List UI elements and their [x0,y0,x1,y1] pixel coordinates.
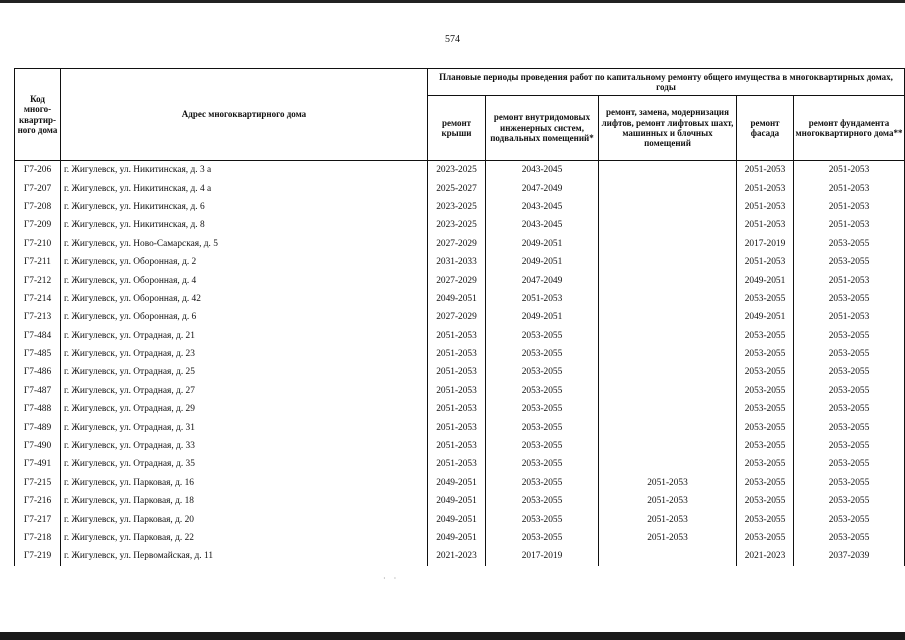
cell-address: г. Жигулевск, ул. Парковая, д. 16 [61,474,428,492]
table-row [15,308,905,326]
cell-facade: 2053-2055 [737,529,794,547]
cell-foundation: 2053-2055 [794,455,905,473]
cell-engineering-systems: 2053-2055 [486,510,599,528]
cell-lifts: 2051-2053 [599,529,737,547]
cell-roof: 2051-2053 [428,455,486,473]
table-row [15,290,905,308]
cell-code: Г7-486 [15,363,61,381]
cell-facade: 2051-2053 [737,179,794,197]
page-number: 574 [445,34,460,45]
cell-roof: 2051-2053 [428,327,486,345]
cell-code: Г7-209 [15,216,61,234]
cell-code: Г7-491 [15,455,61,473]
cell-code: Г7-207 [15,179,61,197]
cell-engineering-systems: 2043-2045 [486,216,599,234]
cell-code: Г7-488 [15,400,61,418]
cell-code: Г7-484 [15,327,61,345]
table-header [15,69,905,161]
table-row [15,253,905,271]
cell-roof: 2023-2025 [428,198,486,216]
cell-lifts [599,437,737,455]
cell-facade: 2053-2055 [737,418,794,436]
cell-engineering-systems: 2017-2019 [486,547,599,565]
cell-foundation: 2051-2053 [794,271,905,289]
cell-lifts [599,290,737,308]
cell-engineering-systems: 2053-2055 [486,437,599,455]
cell-address: г. Жигулевск, ул. Отрадная, д. 21 [61,327,428,345]
table-row [15,363,905,381]
cell-roof: 2025-2027 [428,179,486,197]
table-row [15,198,905,216]
cell-engineering-systems: 2053-2055 [486,327,599,345]
cell-code: Г7-218 [15,529,61,547]
cell-facade: 2053-2055 [737,400,794,418]
header-address: Адрес многоквартирного дома [61,69,428,161]
cell-facade: 2051-2053 [737,161,794,180]
cell-foundation: 2053-2055 [794,327,905,345]
cell-engineering-systems: 2053-2055 [486,363,599,381]
cell-code: Г7-208 [15,198,61,216]
cell-foundation: 2053-2055 [794,400,905,418]
cell-code: Г7-210 [15,235,61,253]
cell-address: г. Жигулевск, ул. Никитинская, д. 8 [61,216,428,234]
cell-address: г. Жигулевск, ул. Отрадная, д. 35 [61,455,428,473]
cell-engineering-systems: 2053-2055 [486,382,599,400]
cell-engineering-systems: 2053-2055 [486,474,599,492]
cell-code: Г7-216 [15,492,61,510]
cell-engineering-systems: 2053-2055 [486,529,599,547]
bottom-border-rule [0,632,905,640]
cell-foundation: 2053-2055 [794,510,905,528]
cell-lifts [599,455,737,473]
cell-address: г. Жигулевск, ул. Первомайская, д. 11 [61,547,428,565]
cell-engineering-systems: 2053-2055 [486,418,599,436]
cell-roof: 2051-2053 [428,363,486,381]
top-border-rule [0,0,905,3]
cell-address: г. Жигулевск, ул. Парковая, д. 18 [61,492,428,510]
cell-code: Г7-212 [15,271,61,289]
cell-foundation: 2053-2055 [794,235,905,253]
cell-code: Г7-214 [15,290,61,308]
cell-engineering-systems: 2049-2051 [486,253,599,271]
cell-engineering-systems: 2043-2045 [486,161,599,180]
cell-lifts [599,271,737,289]
cell-address: г. Жигулевск, ул. Отрадная, д. 23 [61,345,428,363]
cell-foundation: 2053-2055 [794,492,905,510]
cell-code: Г7-487 [15,382,61,400]
cell-roof: 2049-2051 [428,290,486,308]
cell-engineering-systems: 2053-2055 [486,492,599,510]
table-row [15,179,905,197]
cell-roof: 2049-2051 [428,492,486,510]
header-planned-periods: Плановые периоды проведения работ по капитальному ремонту общего имущества в многоквартирных домах, годы [428,69,905,96]
cell-engineering-systems: 2051-2053 [486,290,599,308]
table-row [15,345,905,363]
table-row [15,235,905,253]
cell-foundation: 2037-2039 [794,547,905,565]
cell-engineering-systems: 2053-2055 [486,400,599,418]
cell-roof: 2027-2029 [428,308,486,326]
cell-roof: 2049-2051 [428,510,486,528]
cell-roof: 2049-2051 [428,474,486,492]
cell-address: г. Жигулевск, ул. Отрадная, д. 27 [61,382,428,400]
cell-lifts [599,327,737,345]
cell-engineering-systems: 2053-2055 [486,345,599,363]
cell-roof: 2023-2025 [428,161,486,180]
cell-engineering-systems: 2049-2051 [486,235,599,253]
cell-lifts: 2051-2053 [599,474,737,492]
cell-code: Г7-215 [15,474,61,492]
header-code: Код много-квартир-ного дома [15,69,61,161]
table-row [15,492,905,510]
cell-lifts [599,418,737,436]
cell-lifts [599,198,737,216]
header-lifts: ремонт, замена, модернизация лифтов, ремонт лифтовых шахт, машинных и блочных помещений [599,96,737,161]
cell-address: г. Жигулевск, ул. Ново-Самарская, д. 5 [61,235,428,253]
cell-foundation: 2053-2055 [794,345,905,363]
cell-lifts [599,345,737,363]
cell-roof: 2051-2053 [428,400,486,418]
cell-facade: 2053-2055 [737,510,794,528]
cell-roof: 2023-2025 [428,216,486,234]
header-facade: ремонт фасада [737,96,794,161]
cell-facade: 2053-2055 [737,437,794,455]
cell-foundation: 2053-2055 [794,382,905,400]
cell-facade: 2053-2055 [737,290,794,308]
cell-lifts [599,253,737,271]
cell-engineering-systems: 2047-2049 [486,271,599,289]
cell-facade: 2051-2053 [737,216,794,234]
cell-engineering-systems: 2049-2051 [486,308,599,326]
cell-address: г. Жигулевск, ул. Оборонная, д. 4 [61,271,428,289]
cell-foundation: 2053-2055 [794,529,905,547]
repair-schedule-table [14,68,905,566]
cell-roof: 2031-2033 [428,253,486,271]
table-row [15,216,905,234]
cell-engineering-systems: 2043-2045 [486,198,599,216]
cell-foundation: 2053-2055 [794,363,905,381]
cell-engineering-systems: 2053-2055 [486,455,599,473]
cell-foundation: 2051-2053 [794,198,905,216]
cell-facade: 2049-2051 [737,271,794,289]
cell-foundation: 2053-2055 [794,474,905,492]
cell-lifts [599,382,737,400]
cell-facade: 2049-2051 [737,308,794,326]
cell-foundation: 2053-2055 [794,437,905,455]
cell-lifts [599,235,737,253]
table-row [15,455,905,473]
cell-address: г. Жигулевск, ул. Никитинская, д. 4 а [61,179,428,197]
table-row [15,418,905,436]
cell-code: Г7-219 [15,547,61,565]
cell-address: г. Жигулевск, ул. Оборонная, д. 42 [61,290,428,308]
cell-roof: 2027-2029 [428,235,486,253]
cell-address: г. Жигулевск, ул. Отрадная, д. 29 [61,400,428,418]
scan-artifact: · · [383,574,400,583]
cell-foundation: 2051-2053 [794,216,905,234]
table-row [15,547,905,565]
cell-address: г. Жигулевск, ул. Отрадная, д. 25 [61,363,428,381]
cell-code: Г7-485 [15,345,61,363]
cell-facade: 2053-2055 [737,474,794,492]
cell-foundation: 2051-2053 [794,308,905,326]
cell-code: Г7-490 [15,437,61,455]
cell-roof: 2021-2023 [428,547,486,565]
cell-roof: 2049-2051 [428,529,486,547]
cell-foundation: 2053-2055 [794,253,905,271]
cell-address: г. Жигулевск, ул. Парковая, д. 22 [61,529,428,547]
cell-foundation: 2051-2053 [794,179,905,197]
cell-facade: 2053-2055 [737,327,794,345]
cell-address: г. Жигулевск, ул. Оборонная, д. 2 [61,253,428,271]
table-row [15,529,905,547]
cell-roof: 2051-2053 [428,345,486,363]
cell-lifts [599,363,737,381]
cell-address: г. Жигулевск, ул. Оборонная, д. 6 [61,308,428,326]
cell-address: г. Жигулевск, ул. Парковая, д. 20 [61,510,428,528]
cell-facade: 2053-2055 [737,345,794,363]
cell-facade: 2053-2055 [737,382,794,400]
cell-roof: 2027-2029 [428,271,486,289]
cell-lifts [599,400,737,418]
table-row [15,510,905,528]
table-row [15,400,905,418]
cell-facade: 2051-2053 [737,198,794,216]
cell-code: Г7-217 [15,510,61,528]
cell-foundation: 2053-2055 [794,418,905,436]
cell-lifts: 2051-2053 [599,492,737,510]
cell-lifts [599,547,737,565]
cell-code: Г7-213 [15,308,61,326]
cell-address: г. Жигулевск, ул. Никитинская, д. 6 [61,198,428,216]
cell-facade: 2051-2053 [737,253,794,271]
cell-address: г. Жигулевск, ул. Отрадная, д. 31 [61,418,428,436]
cell-lifts [599,308,737,326]
table-body [15,161,905,566]
cell-foundation: 2053-2055 [794,290,905,308]
cell-lifts [599,179,737,197]
cell-code: Г7-211 [15,253,61,271]
table-row [15,161,905,180]
cell-facade: 2053-2055 [737,492,794,510]
cell-code: Г7-489 [15,418,61,436]
header-foundation: ремонт фундамента многоквартирного дома** [794,96,905,161]
cell-lifts [599,161,737,180]
cell-foundation: 2051-2053 [794,161,905,180]
table-row [15,437,905,455]
cell-facade: 2053-2055 [737,363,794,381]
cell-code: Г7-206 [15,161,61,180]
cell-roof: 2051-2053 [428,437,486,455]
table-row [15,382,905,400]
cell-lifts [599,216,737,234]
table-row [15,327,905,345]
cell-lifts: 2051-2053 [599,510,737,528]
cell-roof: 2051-2053 [428,418,486,436]
cell-address: г. Жигулевск, ул. Никитинская, д. 3 а [61,161,428,180]
cell-facade: 2021-2023 [737,547,794,565]
cell-roof: 2051-2053 [428,382,486,400]
table-row [15,271,905,289]
cell-address: г. Жигулевск, ул. Отрадная, д. 33 [61,437,428,455]
header-engineering-systems: ремонт внутридомовых инженерных систем, подвальных помещений* [486,96,599,161]
cell-facade: 2017-2019 [737,235,794,253]
header-roof: ремонт крыши [428,96,486,161]
cell-facade: 2053-2055 [737,455,794,473]
table-row [15,474,905,492]
cell-engineering-systems: 2047-2049 [486,179,599,197]
